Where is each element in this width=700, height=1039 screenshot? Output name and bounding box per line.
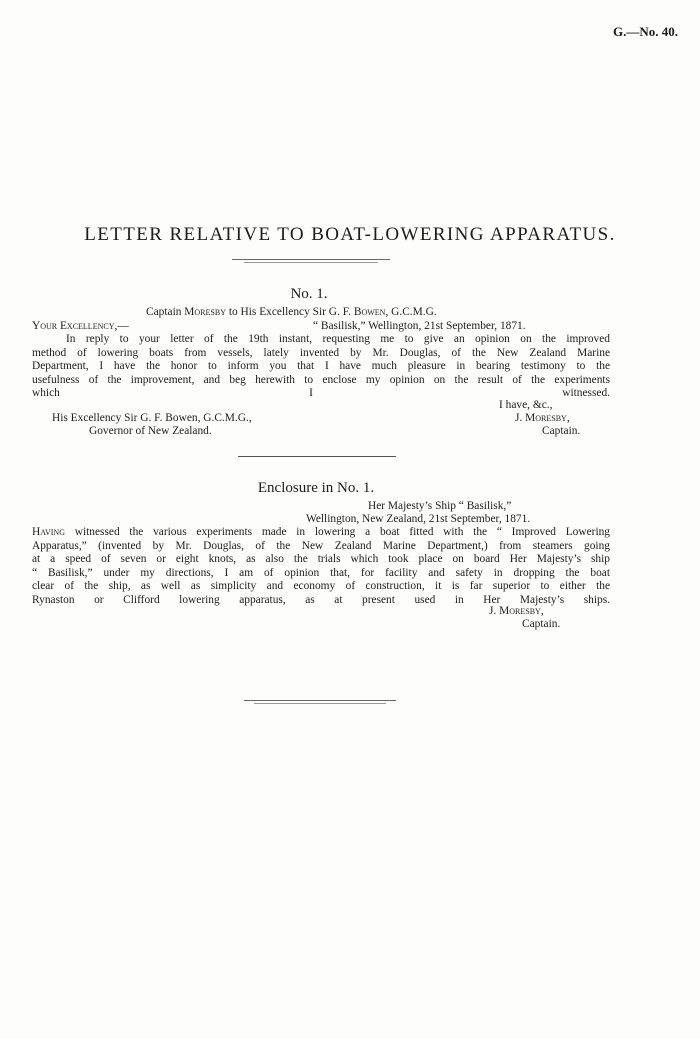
letter-heading: No. 1. xyxy=(290,286,328,302)
enclosure-body-line: Rynaston or Clifford lowering apparatus, as at present used in Her Majesty’s ships. xyxy=(32,593,610,606)
title-divider xyxy=(232,259,390,260)
enclosure-signature: J. Moresby, xyxy=(489,605,544,617)
letter-body-line: Department, I have the honor to inform you that I have much pleasure in bearing testimony to the xyxy=(32,360,610,373)
letter-body-line: usefulness of the improvement, and beg herewith to enclose my opinion on the result of the experiments xyxy=(32,373,610,386)
letter-body xyxy=(32,333,610,401)
enclosure-heading: Enclosure in No. 1. xyxy=(257,480,375,496)
letter-body-line: method of lowering boats from vessels, lately invented by Mr. Douglas, of the New Zealand Marine xyxy=(32,346,610,359)
letter-body-line: In reply to your letter of the 19th instant, requesting me to give an opinion on the improved xyxy=(66,333,610,345)
enclosure-body-line: “ Basilisk,” under my directions, I am of opinion that, for facility and safety in dropping the boat xyxy=(32,566,610,579)
letter-rank: Captain. xyxy=(542,425,581,437)
addressee-line: Governor of New Zealand. xyxy=(89,425,212,437)
enclosure-body-line: Apparatus,” (invented by Mr. Douglas, of the New Zealand Marine Department,) from steamers going xyxy=(32,539,610,552)
enclosure-first-word: Having xyxy=(32,526,65,538)
document-reference: G.—No. 40. xyxy=(613,24,678,39)
enclosure-body-line: clear of the ship, as well as simplicity and economy of construction, it is far superior to either the xyxy=(32,580,610,593)
enclosure-rank: Captain. xyxy=(522,618,561,630)
addressee-line: His Excellency Sir G. F. Bowen, G.C.M.G., xyxy=(52,412,252,424)
end-divider-lower xyxy=(254,703,386,704)
enclosure-body-line: at a speed of seven or eight knots, as also the trials which took place on board Her Majesty’s ship xyxy=(32,553,610,566)
letter-salutation: Your Excellency,— xyxy=(32,320,129,332)
letter-from-to: Captain Moresby to His Excellency Sir G. F. Bowen, G.C.M.G. xyxy=(146,306,437,318)
letter-signature: J. Moresby, xyxy=(515,412,570,424)
enclosure-ship: Her Majesty’s Ship “ Basilisk,” xyxy=(368,500,512,512)
document-title: LETTER RELATIVE TO BOAT-LOWERING APPARATUS. xyxy=(84,224,616,245)
letter-body-line: which I witnessed. xyxy=(32,387,610,400)
enclosure-place-date: Wellington, New Zealand, 21st September, 1871. xyxy=(306,513,531,525)
end-divider xyxy=(244,700,396,701)
section-divider xyxy=(238,456,396,457)
enclosure-body-line: Having witnessed the various experiments made in lowering a boat fitted with the “ Improved Lowering xyxy=(32,526,610,538)
title-divider-lower xyxy=(244,262,378,263)
from-name: Moresby xyxy=(184,306,226,318)
letter-closing: I have, &c., xyxy=(499,399,553,411)
to-name: Bowen xyxy=(353,306,386,318)
enclosure-body xyxy=(32,526,610,608)
letter-place-date: “ Basilisk,” Wellington, 21st September, 1871. xyxy=(313,320,526,332)
